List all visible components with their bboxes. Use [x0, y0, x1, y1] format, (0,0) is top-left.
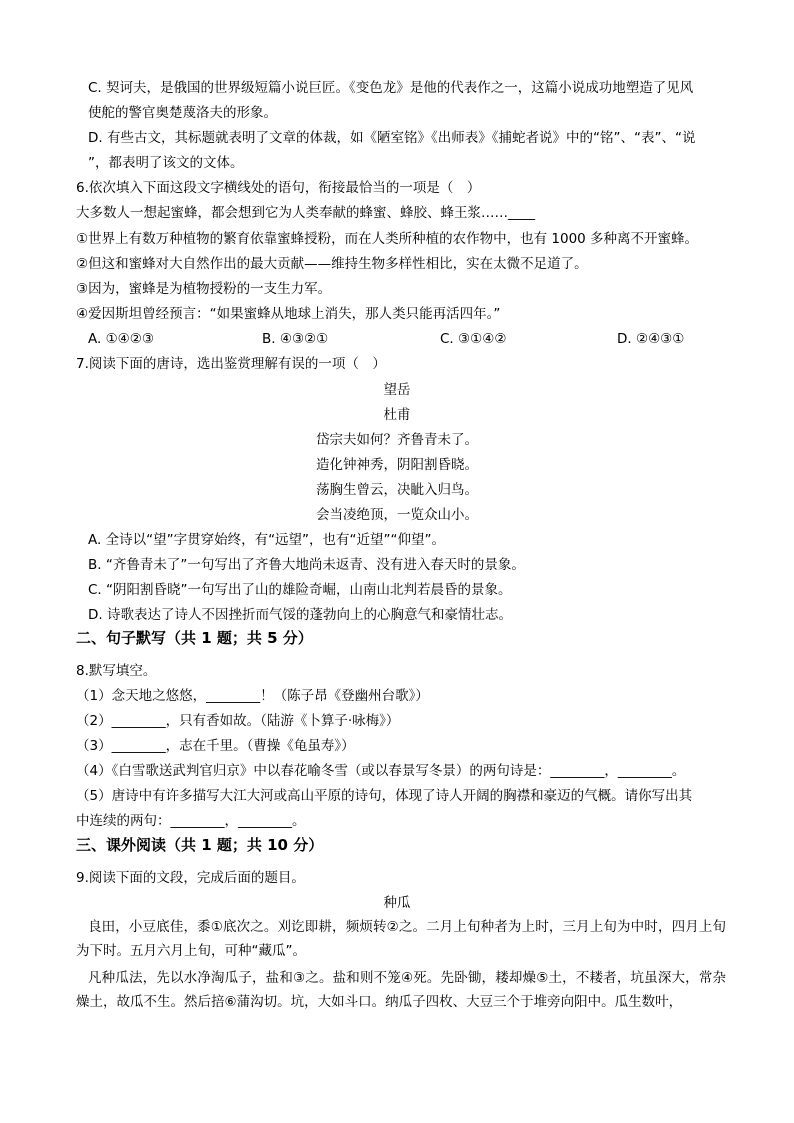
q5-option-c-line1: C. 契诃夫，是俄国的世界级短篇小说巨匠。《变色龙》是他的代表作之一，这篇小说成功地塑造了见风 [88, 80, 694, 96]
q6-sentence-2: ②但这和蜜蜂对大自然作出的最大贡献——维持生物多样性相比，实在太微不足道了。 [76, 256, 588, 272]
q9-stem: 9.阅读下面的文段，完成后面的题目。 [76, 870, 305, 886]
passage-paragraph-1: 良田，小豆底佳，黍①底次之。刈讫即耕，频烦转②之。二月上旬种者为上时，三月上旬为中时，四月上旬为下时。五月六月上旬，可种“藏瓜”。 [76, 919, 726, 959]
q6-option-c[interactable]: C. ③①④② [440, 331, 507, 347]
q6-stem: 6.依次填入下面这段文字横线处的语句，衔接最恰当的一项是（ ） [76, 180, 481, 196]
q5-option-d-line1: D. 有些古文，其标题就表明了文章的体裁，如《陋室铭》《出师表》《捕蛇者说》中的“铭”、“表”、“说 [88, 130, 696, 146]
q6-sentence-1: ①世界上有数万种植物的繁育依靠蜜蜂授粉，而在人类所种植的农作物中，也有 1000 多种离不开蜜蜂。 [76, 231, 699, 247]
section-2-heading: 二、句子默写（共 1 题；共 5 分） [76, 629, 313, 647]
q5-option-c-line2: 使舵的警官奥楚蔑洛夫的形象。 [88, 105, 277, 121]
q8-item-5-line2: 中连续的两句：________，________。 [76, 813, 306, 829]
passage-paragraph-2: 凡种瓜法，先以水净淘瓜子，盐和③之。盐和则不笼④死。先卧锄，耧却燥⑤土，不耧者，坑虽深大，常杂燥土，故瓜不生。然后掊⑥蒲沟切。坑，大如斗口。纳瓜子四枚、大豆三个于堆旁向阳中。瓜生数叶， [76, 970, 726, 1010]
poem-line-2: 造化钟神秀，阴阳割昏晓。 [316, 457, 478, 473]
section-3-heading: 三、课外阅读（共 1 题；共 10 分） [76, 836, 324, 854]
q7-stem: 7.阅读下面的唐诗，选出鉴赏理解有误的一项（ ） [76, 356, 386, 372]
q7-option-a[interactable]: A. 全诗以“望”字贯穿始终，有“远望”，也有“近望”“仰望”。 [88, 532, 446, 548]
q5-option-d-line2: ”，都表明了该文的文体。 [88, 155, 244, 171]
q6-sentence-3: ③因为，蜜蜂是为植物授粉的一支生力军。 [76, 281, 332, 297]
q7-option-c[interactable]: C. “阴阳割昏晓”一句写出了山的雄险奇崛，山南山北判若晨昏的景象。 [88, 582, 512, 598]
q8-item-2: （2）________，只有香如故。（陆游《卜算子·咏梅》） [76, 713, 400, 729]
poem-author: 杜甫 [383, 407, 411, 423]
poem-line-3: 荡胸生曾云，决眦入归鸟。 [316, 482, 478, 498]
q7-option-b[interactable]: B. “齐鲁青未了”一句写出了齐鲁大地尚未返青、没有进入春天时的景象。 [88, 557, 525, 573]
q8-item-3: （3）________，志在千里。（曹操《龟虽寿》） [76, 738, 355, 754]
poem-title: 望岳 [383, 382, 411, 398]
q7-option-d[interactable]: D. 诗歌表达了诗人不因挫折而气馁的蓬勃向上的心胸意气和豪情壮志。 [88, 607, 512, 623]
poem-line-1: 岱宗夫如何？齐鲁青未了。 [316, 432, 478, 448]
q6-lead: 大多数人一想起蜜蜂，都会想到它为人类奉献的蜂蜜、蜂胶、蜂王浆……____ [76, 205, 535, 221]
passage-title: 种瓜 [383, 895, 411, 911]
q8-item-5-line1: （5）唐诗中有许多描写大江大河或高山平原的诗句，体现了诗人开阔的胸襟和豪迈的气概。请你写出其 [76, 788, 693, 804]
q6-option-a[interactable]: A. ①④②③ [88, 331, 154, 347]
q8-item-4: （4）《白雪歌送武判官归京》中以春花喻冬雪（或以春景写冬景）的两句诗是：________，________。 [76, 763, 686, 779]
poem-line-4: 会当凌绝顶，一览众山小。 [316, 507, 478, 523]
q8-stem: 8.默写填空。 [76, 663, 157, 679]
q8-item-1: （1）念天地之悠悠，________！（陈子昂《登幽州台歌》） [76, 688, 429, 704]
q6-option-d[interactable]: D. ②④③① [617, 331, 685, 347]
q6-sentence-4: ④爱因斯坦曾经预言：“如果蜜蜂从地球上消失，那人类只能再活四年。” [76, 306, 501, 322]
q6-option-b[interactable]: B. ④③②① [262, 331, 329, 347]
